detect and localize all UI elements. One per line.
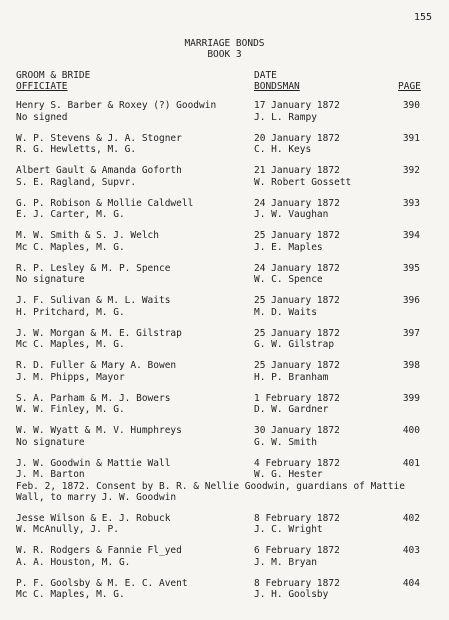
couple: W. W. Wyatt & M. V. Humphreys — [16, 425, 182, 436]
officiate: Mc C. Maples, M. G. — [16, 339, 125, 350]
bond-entry — [16, 545, 432, 578]
couple: Albert Gault & Amanda Goforth — [16, 165, 182, 176]
bond-entry — [16, 230, 432, 263]
officiate: A. A. Houston, M. G. — [16, 556, 131, 568]
couple: J. W. Morgan & M. E. Gilstrap — [16, 327, 182, 339]
date: 1 February 1872 — [254, 392, 340, 404]
bond-entry — [16, 328, 432, 361]
couple: R. D. Fuller & Mary A. Bowen — [16, 360, 177, 371]
bond-entry — [16, 458, 432, 513]
date: 21 January 1872 — [254, 165, 340, 176]
officiate: Mc C. Maples, M. G. — [16, 589, 125, 600]
header-officiate: OFFICIATE — [16, 81, 68, 92]
date: 24 January 1872 — [254, 262, 340, 274]
book-page: 394 — [402, 230, 420, 241]
officiate: W. McAnully, J. P. — [16, 524, 119, 535]
bond-entry — [16, 425, 432, 458]
bondsman: C. H. Keys — [254, 144, 312, 155]
couple: Henry S. Barber & Roxey (?) Goodwin — [16, 100, 217, 111]
bondsman: J. L. Rampy — [254, 111, 317, 123]
couple: R. P. Lesley & M. P. Spence — [16, 262, 171, 274]
book-page: 390 — [402, 100, 420, 111]
couple: W. R. Rodgers & Fannie Fl_yed — [16, 545, 182, 556]
header-bondsman: BONDSMAN — [254, 81, 300, 92]
book-page: 400 — [402, 425, 420, 436]
date: 25 January 1872 — [254, 230, 340, 241]
bondsman: J. M. Bryan — [254, 556, 317, 568]
book-page: 391 — [402, 132, 420, 144]
bondsman: G. W. Smith — [254, 436, 317, 448]
date: 25 January 1872 — [254, 360, 340, 371]
bondsman: M. D. Waits — [254, 306, 317, 318]
bond-entry — [16, 165, 432, 198]
couple: S. A. Parham & M. J. Bowers — [16, 392, 171, 404]
date: 20 January 1872 — [254, 132, 340, 144]
officiate: E. J. Carter, M. G. — [16, 209, 125, 220]
header-groom-bride: GROOM & BRIDE — [16, 70, 91, 81]
bond-entry — [16, 263, 432, 296]
header-date: DATE — [254, 70, 277, 81]
bond-entry — [16, 393, 432, 426]
officiate: No signature — [16, 436, 85, 448]
couple: G. P. Robison & Mollie Caldwell — [16, 197, 194, 209]
book-page: 397 — [402, 327, 420, 339]
date: 17 January 1872 — [254, 100, 340, 111]
book-page: 395 — [402, 262, 420, 274]
date: 24 January 1872 — [254, 197, 340, 209]
book-page: 398 — [402, 360, 420, 371]
book-page: 392 — [402, 165, 420, 176]
officiate: No signature — [16, 274, 85, 285]
date: 6 February 1872 — [254, 545, 340, 556]
bond-entry — [16, 513, 432, 546]
book-page: 396 — [402, 295, 420, 306]
book-page: 404 — [402, 577, 420, 589]
officiate: W. W. Finley, M. G. — [16, 404, 125, 415]
date: 25 January 1872 — [254, 295, 340, 306]
bond-entry — [16, 198, 432, 231]
bondsman: D. W. Gardner — [254, 404, 329, 415]
book-page: 393 — [402, 197, 420, 209]
date: 8 February 1872 — [254, 577, 340, 589]
date: 25 January 1872 — [254, 327, 340, 339]
bondsman: W. G. Hester — [254, 469, 323, 480]
couple: W. P. Stevens & J. A. Stogner — [16, 132, 182, 144]
couple: J. F. Sulivan & M. L. Waits — [16, 295, 171, 306]
bondsman: J. W. Vaughan — [254, 209, 329, 220]
bondsman: J. C. Wright — [254, 524, 323, 535]
book-page: 403 — [402, 545, 420, 556]
officiate: H. Pritchard, M. G. — [16, 306, 125, 318]
bondsman: W. C. Spence — [254, 274, 323, 285]
bondsman: J. H. Goolsby — [254, 589, 329, 600]
bondsman: W. Robert Gossett — [254, 176, 352, 188]
date: 30 January 1872 — [254, 425, 340, 436]
book-page: 399 — [402, 392, 420, 404]
date: 4 February 1872 — [254, 457, 340, 469]
officiate: S. E. Ragland, Supvr. — [16, 176, 137, 188]
couple: Jesse Wilson & E. J. Robuck — [16, 512, 171, 524]
bondsman: J. E. Maples — [254, 241, 323, 253]
bond-entry — [16, 578, 432, 611]
document-title: MARRIAGE BONDS — [184, 38, 265, 49]
officiate: J. M. Barton — [16, 469, 85, 480]
book-page: 401 — [402, 457, 420, 469]
header-page: PAGE — [398, 81, 421, 92]
page-number: 155 — [413, 12, 432, 23]
officiate: J. M. Phipps, Mayor — [16, 371, 125, 383]
book-page: 402 — [402, 512, 420, 524]
bond-entry — [16, 295, 432, 328]
document-subtitle: BOOK 3 — [207, 49, 242, 60]
bond-entries — [16, 100, 432, 610]
bond-entry — [16, 360, 432, 393]
bondsman: H. P. Branham — [254, 371, 329, 383]
officiate: Mc C. Maples, M. G. — [16, 241, 125, 253]
bond-entry — [16, 133, 432, 166]
couple: J. W. Goodwin & Mattie Wall — [16, 457, 171, 469]
consent-note: Feb. 2, 1872. Consent by B. R. & Nellie Goodwin, guardians of Mattie Wall, to marry J. W. Goodwin — [16, 480, 405, 503]
date: 8 February 1872 — [254, 512, 340, 524]
couple: P. F. Goolsby & M. E. C. Avent — [16, 577, 188, 589]
bond-entry — [16, 100, 432, 133]
bondsman: G. W. Gilstrap — [254, 339, 335, 350]
couple: M. W. Smith & S. J. Welch — [16, 230, 159, 241]
officiate: No signed — [16, 111, 68, 123]
officiate: R. G. Hewletts, M. G. — [16, 144, 137, 155]
